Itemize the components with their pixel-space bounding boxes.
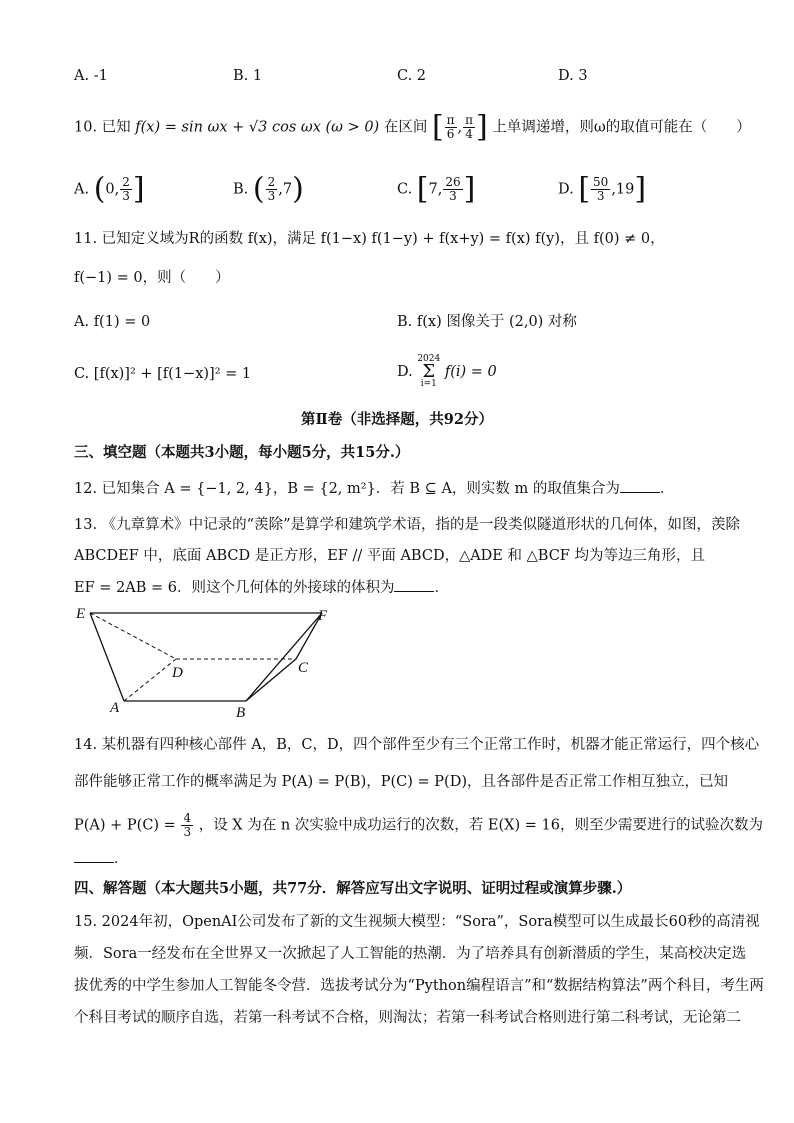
- q9-option-a: A. -1: [74, 68, 108, 84]
- q10-interval-right: $\frac{\pi}{4}$: [465, 113, 474, 141]
- q12-stem: 12. 已知集合 A = {−1, 2, 4}，B = {2, m²}．若 B ⊆ A，则实数 m 的取值集合为 ．: [74, 478, 674, 499]
- q11-stem-line2: f(−1) = 0，则（ ）: [74, 270, 230, 286]
- label-A: A: [110, 700, 120, 716]
- q14-line3: P(A) + P(C) = $\frac{4}{3}$ ，设 X 为在 n 次实验中成功运行的次数，若 E(X) = 16，则至少需要进行的试验次数为: [74, 811, 763, 839]
- q11-option-a: A. f(1) = 0: [74, 314, 151, 330]
- q10-interval-left: $\frac{\pi}{6}$: [446, 113, 455, 141]
- part2-title: 第Ⅱ卷（非选择题，共92分）: [301, 411, 493, 428]
- label-E: E: [76, 606, 86, 622]
- answer-blank: [620, 478, 660, 493]
- q9-option-d: D. 3: [558, 68, 588, 84]
- answer-blank: [394, 577, 434, 592]
- q10-option-d: D. [ $\frac{50}{3}$ ,19]: [558, 171, 647, 207]
- edge-BC: [246, 659, 296, 701]
- summation-icon: 2024 Σ i=1: [417, 354, 441, 389]
- q15-line2: 频．Sora一经发布在全世界又一次掀起了人工智能的热潮．为了培养具有创新潜质的学生，某高校决定选: [74, 946, 747, 962]
- q11-option-b: B. f(x) 图像关于 (2,0) 对称: [397, 314, 577, 330]
- section4-title: 四、解答题（本大题共5小题，共77分．解答应写出文字说明、证明过程或演算步骤.）: [74, 880, 632, 897]
- edge-AD: [124, 659, 176, 701]
- q13-line1: 13. 《九章算术》中记录的“羡除”是算学和建筑学术语，指的是一段类似隧道形状的几何体，如图，羡除: [74, 517, 740, 533]
- label-B: B: [236, 705, 246, 720]
- edge-ED: [90, 613, 176, 659]
- label-D: D: [172, 665, 183, 681]
- q9-option-c: C. 2: [397, 68, 427, 84]
- q15-line4: 个科目考试的顺序自选，若第一科考试不合格，则淘汰；若第一科考试合格则进行第二科考试，无论第二: [74, 1010, 741, 1026]
- q10-stem: 10. 已知 f(x) = sin ωx + √3 cos ωx (ω > 0) 在区间 [ $\frac{\pi}{6}$ , $\frac{\pi}{4}$ ] 上单调递增，则ω的取值可能在（ ）: [74, 109, 751, 145]
- answer-blank: [74, 848, 114, 863]
- label-C: C: [298, 660, 309, 676]
- q15-line3: 拔优秀的中学生参加人工智能冬令营．选拔考试分为“Python编程语言”和“数据结构算法”两个科目，考生两: [74, 978, 764, 994]
- q11-option-d: D. 2024 Σ i=1 f(i) = 0: [397, 354, 497, 389]
- q14-line1: 14. 某机器有四种核心部件 A，B，C，D，四个部件至少有三个正常工作时，机器才能正常运行，四个核心: [74, 737, 760, 753]
- q10-option-c: C. [7, $\frac{26}{3}$ ]: [397, 171, 476, 207]
- q15-line1: 15. 2024年初，OpenAI公司发布了新的文生视频大模型：“Sora”，Sora模型可以生成最长60秒的高清视: [74, 914, 760, 930]
- edge-BF: [246, 613, 322, 701]
- edge-EA: [90, 613, 124, 701]
- q14-line4: ．: [74, 848, 129, 869]
- q13-geometry-figure: [60, 600, 350, 720]
- q13-line2: ABCDEF 中，底面 ABCD 是正方形，EF // 平面 ABCD，△ADE 和 △BCF 均为等边三角形，且: [74, 548, 705, 564]
- q14-line2: 部件能够正常工作的概率满足为 P(A) = P(B)，P(C) = P(D)，且各部件是否正常工作相互独立，已知: [74, 774, 728, 790]
- q13-line3: EF = 2AB = 6．则这个几何体的外接球的体积为 ．: [74, 577, 449, 598]
- q11-option-c: C. [f(x)]² + [f(1−x)]² = 1: [74, 366, 252, 382]
- q10-option-a: A. (0, $\frac{2}{3}$ ]: [74, 171, 145, 207]
- q10-function: f(x) = sin ωx + √3 cos ωx (ω > 0): [135, 119, 380, 136]
- q9-option-b: B. 1: [233, 68, 263, 84]
- q11-stem-line1: 11. 已知定义域为R的函数 f(x)，满足 f(1−x) f(1−y) + f(x+y) = f(x) f(y)，且 f(0) ≠ 0，: [74, 231, 665, 247]
- section3-title: 三、填空题（本题共3小题，每小题5分，共15分.）: [74, 444, 410, 461]
- q10-option-b: B. ( $\frac{2}{3}$ ,7): [233, 171, 304, 207]
- label-F: F: [318, 608, 328, 624]
